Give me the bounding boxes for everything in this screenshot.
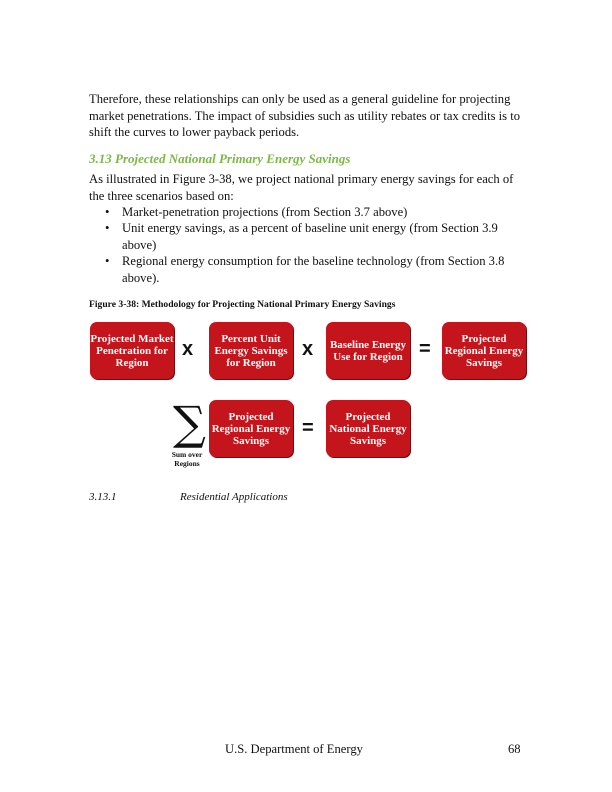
- box-label: Projected Market Penetration for Region: [90, 332, 174, 369]
- box-projected-national-energy-savings: [326, 400, 410, 457]
- box-projected-regional-energy-savings: [442, 322, 526, 379]
- box-label: Percent Unit Energy Savings for Region: [214, 332, 288, 369]
- subsection-title: Residential Applications: [180, 491, 288, 503]
- paragraph-intro: Therefore, these relationships can only be used as a general guideline for projecting market penetrations. The impact of subsidies such as utility rebates or tax credits is to shift the curves to lower payback periods.: [89, 92, 520, 140]
- box-baseline-energy-use: [326, 322, 410, 379]
- box-label: Projected National Energy Savings: [329, 410, 407, 447]
- box-projected-regional-energy-savings-2: [209, 400, 293, 457]
- paragraph-methodology: As illustrated in Figure 3-38, we project national primary energy savings for each of the three scenarios based on:: [89, 172, 514, 203]
- box-label: Projected Regional Energy Savings: [444, 332, 524, 369]
- sum-over-regions-label: Sum over Regions: [171, 450, 203, 468]
- box-label: Baseline Energy Use for Region: [329, 338, 407, 363]
- sigma-icon: ∑: [173, 396, 206, 450]
- equals-operator: =: [302, 417, 314, 439]
- box-label: Projected Regional Energy Savings: [211, 410, 291, 447]
- bullet-icon: •: [105, 254, 110, 268]
- box-percent-unit-energy-savings: [209, 322, 293, 379]
- bullet-icon: •: [105, 205, 110, 219]
- page-number: 68: [508, 742, 521, 756]
- equals-operator: =: [419, 338, 431, 360]
- box-projected-market-penetration: [90, 322, 174, 379]
- section-heading: 3.13 Projected National Primary Energy Savings: [89, 151, 351, 166]
- subsection-number: 3.13.1: [89, 491, 117, 503]
- multiply-operator: x: [302, 338, 314, 360]
- figure-caption: Figure 3-38: Methodology for Projecting National Primary Energy Savings: [89, 299, 396, 310]
- multiply-operator: x: [182, 338, 194, 360]
- bullet-icon: •: [105, 221, 110, 235]
- footer-org: U.S. Department of Energy: [225, 742, 363, 756]
